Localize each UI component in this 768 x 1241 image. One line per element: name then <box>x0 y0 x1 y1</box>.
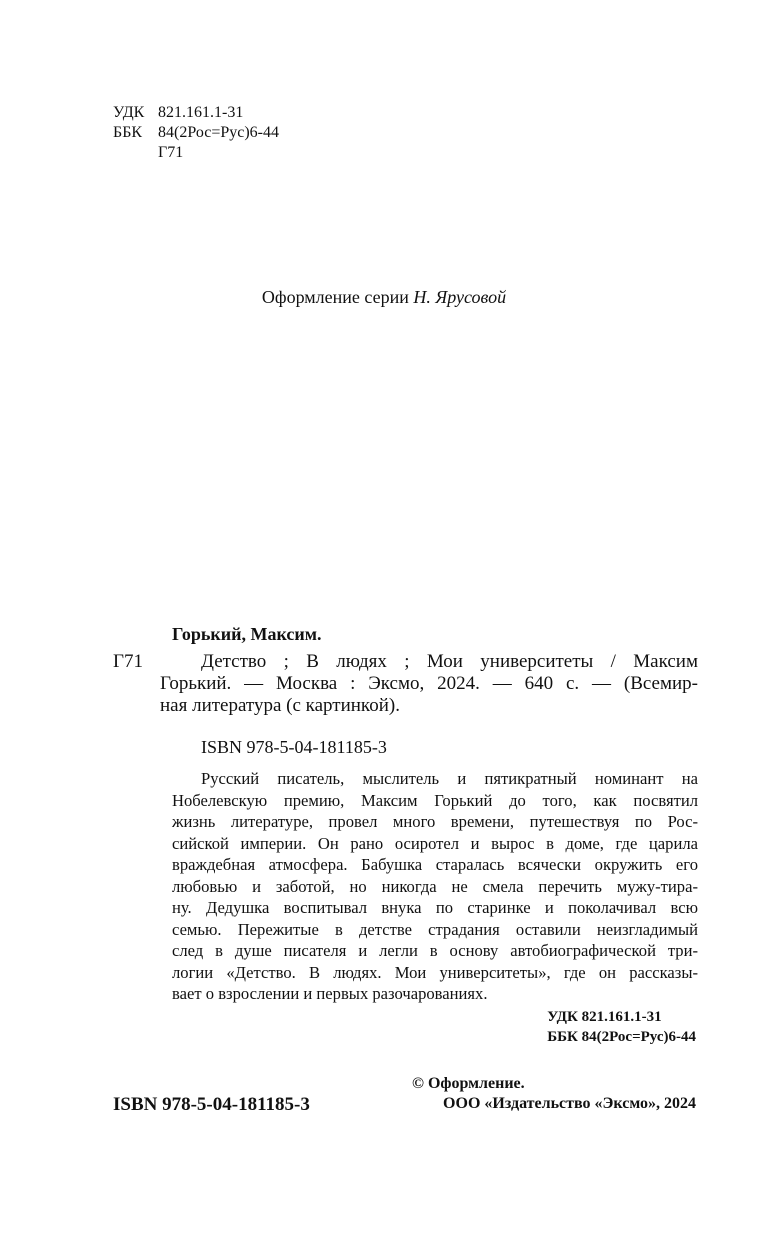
bibliographic-description <box>160 651 698 717</box>
annotation-line: Русский писатель, мыслитель и пятикратный номинант на <box>201 769 698 788</box>
annotation <box>172 768 698 1005</box>
bib-line: Горький. — Москва : Эксмо, 2024. — 640 с. — (Всемир- <box>160 673 698 694</box>
bib-line: ная литература (с картинкой). <box>160 695 400 716</box>
bbk-value: 84(2Рос=Рус)6-44 <box>158 124 280 141</box>
udk-label: УДК <box>113 104 145 121</box>
annotation-line: след в душе писателя и легли в основу автобиографической три- <box>172 941 698 960</box>
bottom-bbk: ББК 84(2Рос=Рус)6-44 <box>547 1029 696 1045</box>
series-design-prefix: Оформление серии <box>261 287 409 307</box>
author-mark: Г71 <box>158 144 184 161</box>
annotation-line: любовью и заботой, но никогда не смела перечить мужу-тира- <box>172 876 698 896</box>
author-heading: Горький, Максим. <box>172 624 322 644</box>
bottom-udk: УДК 821.161.1-31 <box>547 1009 662 1025</box>
annotation-line: вает о взрослении и первых разочарованиях. <box>172 984 488 1003</box>
annotation-line: семью. Пережитые в детстве страдания оставили неизгладимый <box>172 919 698 939</box>
copyright-heading: © Оформление. <box>412 1075 525 1092</box>
copyright-publisher: ООО «Издательство «Эксмо», 2024 <box>443 1095 696 1112</box>
bbk-label: ББК <box>113 124 143 141</box>
annotation-line: жизнь литературе, провел много времени, путешествуя по Рос- <box>172 812 698 831</box>
bbk-row <box>113 123 279 143</box>
bib-isbn: ISBN 978-5-04-181185-3 <box>201 737 387 757</box>
annotation-line: Нобелевскую премию, Максим Горький до того, как посвятил <box>172 790 698 810</box>
annotation-line: сийской империи. Он рано осиротел и вырос в доме, где царила <box>172 833 698 853</box>
udk-row <box>113 103 279 123</box>
series-designer-name: Н. Ярусовой <box>413 287 507 307</box>
series-design-credit <box>0 287 768 308</box>
bottom-classification-codes <box>547 1007 696 1047</box>
annotation-line: ну. Дедушка воспитывал внука по старинке и поколачивал всю <box>172 898 698 917</box>
annotation-line: враждебная атмосфера. Бабушка старалась всячески окружить его <box>172 855 698 874</box>
udk-value: 821.161.1-31 <box>158 104 244 121</box>
footer-isbn: ISBN 978-5-04-181185-3 <box>113 1094 310 1115</box>
bib-author-mark: Г71 <box>113 651 143 672</box>
bib-line: Детство ; В людях ; Мои университеты / Максим <box>201 651 698 672</box>
annotation-line: логии «Детство. В людях. Мои университеты», где он рассказы- <box>172 962 698 982</box>
classification-codes <box>113 103 279 163</box>
author-mark-row <box>113 143 279 163</box>
